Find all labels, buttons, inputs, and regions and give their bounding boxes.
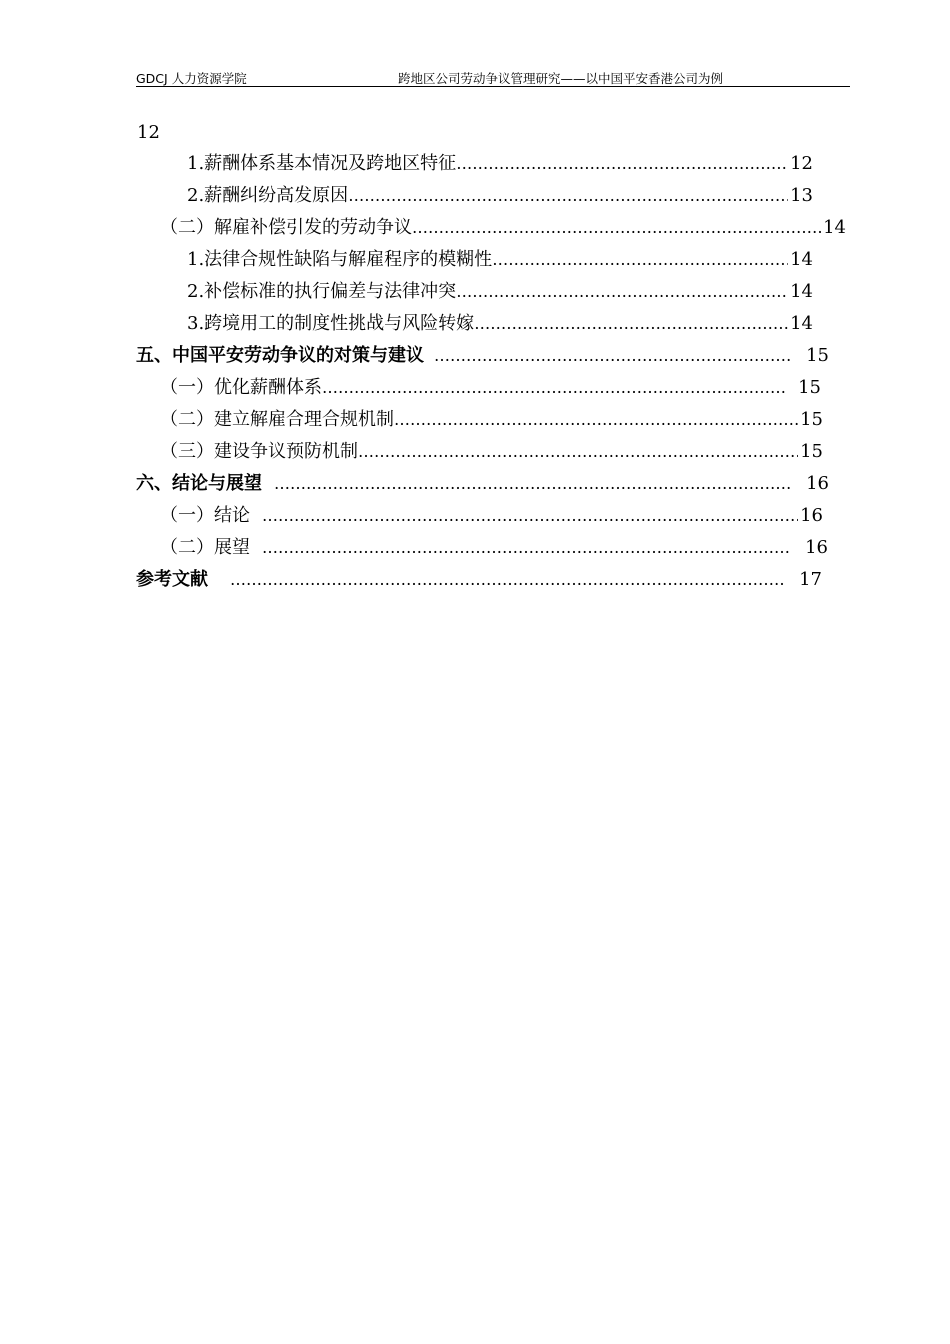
toc-entry-page: 17 [799, 569, 822, 590]
toc-entry-label: 2.薪酬纠纷高发原因 [187, 185, 349, 206]
page-header [136, 66, 850, 87]
toc-entry-page: 15 [798, 377, 821, 398]
toc-entry[interactable] [160, 439, 823, 465]
toc-entry[interactable] [187, 247, 813, 273]
toc-entry-label: （一）结论 [160, 505, 250, 526]
toc-entry-label: 2.补偿标准的执行偏差与法律冲突 [187, 281, 457, 302]
toc-leader [262, 503, 798, 529]
header-institution: GDCJ 人力资源学院 [136, 71, 247, 86]
toc-leader [230, 567, 785, 593]
toc-entry[interactable] [187, 151, 813, 177]
toc-chapter[interactable] [136, 567, 822, 593]
toc-entry-label: 3.跨境用工的制度性挑战与风险转嫁 [187, 313, 475, 334]
toc-entry-page: 16 [805, 537, 828, 558]
toc-entry[interactable] [160, 503, 823, 529]
toc-entry-label: （二）建立解雇合理合规机制 [160, 409, 394, 430]
toc-leader [358, 439, 798, 465]
toc-chapter[interactable] [136, 471, 829, 497]
toc-entry-page: 15 [806, 345, 829, 366]
toc-leader [262, 535, 791, 561]
toc-entry-label: 1.薪酬体系基本情况及跨地区特征 [187, 153, 457, 174]
toc-entry-page: 14 [790, 249, 813, 270]
toc-entry-label: 参考文献 [136, 569, 208, 590]
toc-entry-label: 1.法律合规性缺陷与解雇程序的模糊性 [187, 249, 493, 270]
toc-leader [434, 343, 792, 369]
toc-entry-page: 16 [800, 505, 823, 526]
toc-entry-page: 14 [790, 313, 813, 334]
toc-entry[interactable] [160, 407, 823, 433]
toc-entry-page: 13 [790, 185, 813, 206]
toc-leader [348, 183, 788, 209]
header-title: 跨地区公司劳动争议管理研究——以中国平安香港公司为例 [398, 71, 724, 86]
toc-entry[interactable] [187, 279, 813, 305]
toc-chapter[interactable] [136, 343, 829, 369]
toc-entry[interactable] [160, 375, 821, 401]
toc-entry-page: 14 [823, 217, 846, 238]
toc-entry[interactable] [187, 183, 813, 209]
continued-page-number: 12 [137, 122, 160, 143]
toc-entry-label: （三）建设争议预防机制 [160, 441, 358, 462]
toc-entry-label: 六、结论与展望 [136, 473, 262, 494]
toc-entry[interactable] [187, 311, 813, 337]
toc-leader [474, 311, 788, 337]
toc-entry-page: 14 [790, 281, 813, 302]
toc-entry[interactable] [160, 535, 828, 561]
toc-leader [456, 151, 788, 177]
toc-entry-label: （二）展望 [160, 537, 250, 558]
toc-leader [274, 471, 790, 497]
toc-entry-label: （二）解雇补偿引发的劳动争议 [160, 217, 412, 238]
toc-entry-label: 五、中国平安劳动争议的对策与建议 [136, 345, 424, 366]
toc-leader [394, 407, 798, 433]
toc-entry-page: 15 [800, 409, 823, 430]
toc-entry-page: 16 [806, 473, 829, 494]
toc-entry-page: 15 [800, 441, 823, 462]
toc-leader [492, 247, 788, 273]
toc-leader [412, 215, 821, 241]
toc-entry[interactable] [160, 215, 846, 241]
toc-leader [456, 279, 788, 305]
toc-entry-label: （一）优化薪酬体系 [160, 377, 322, 398]
toc-entry-page: 12 [790, 153, 813, 174]
toc-leader [322, 375, 786, 401]
